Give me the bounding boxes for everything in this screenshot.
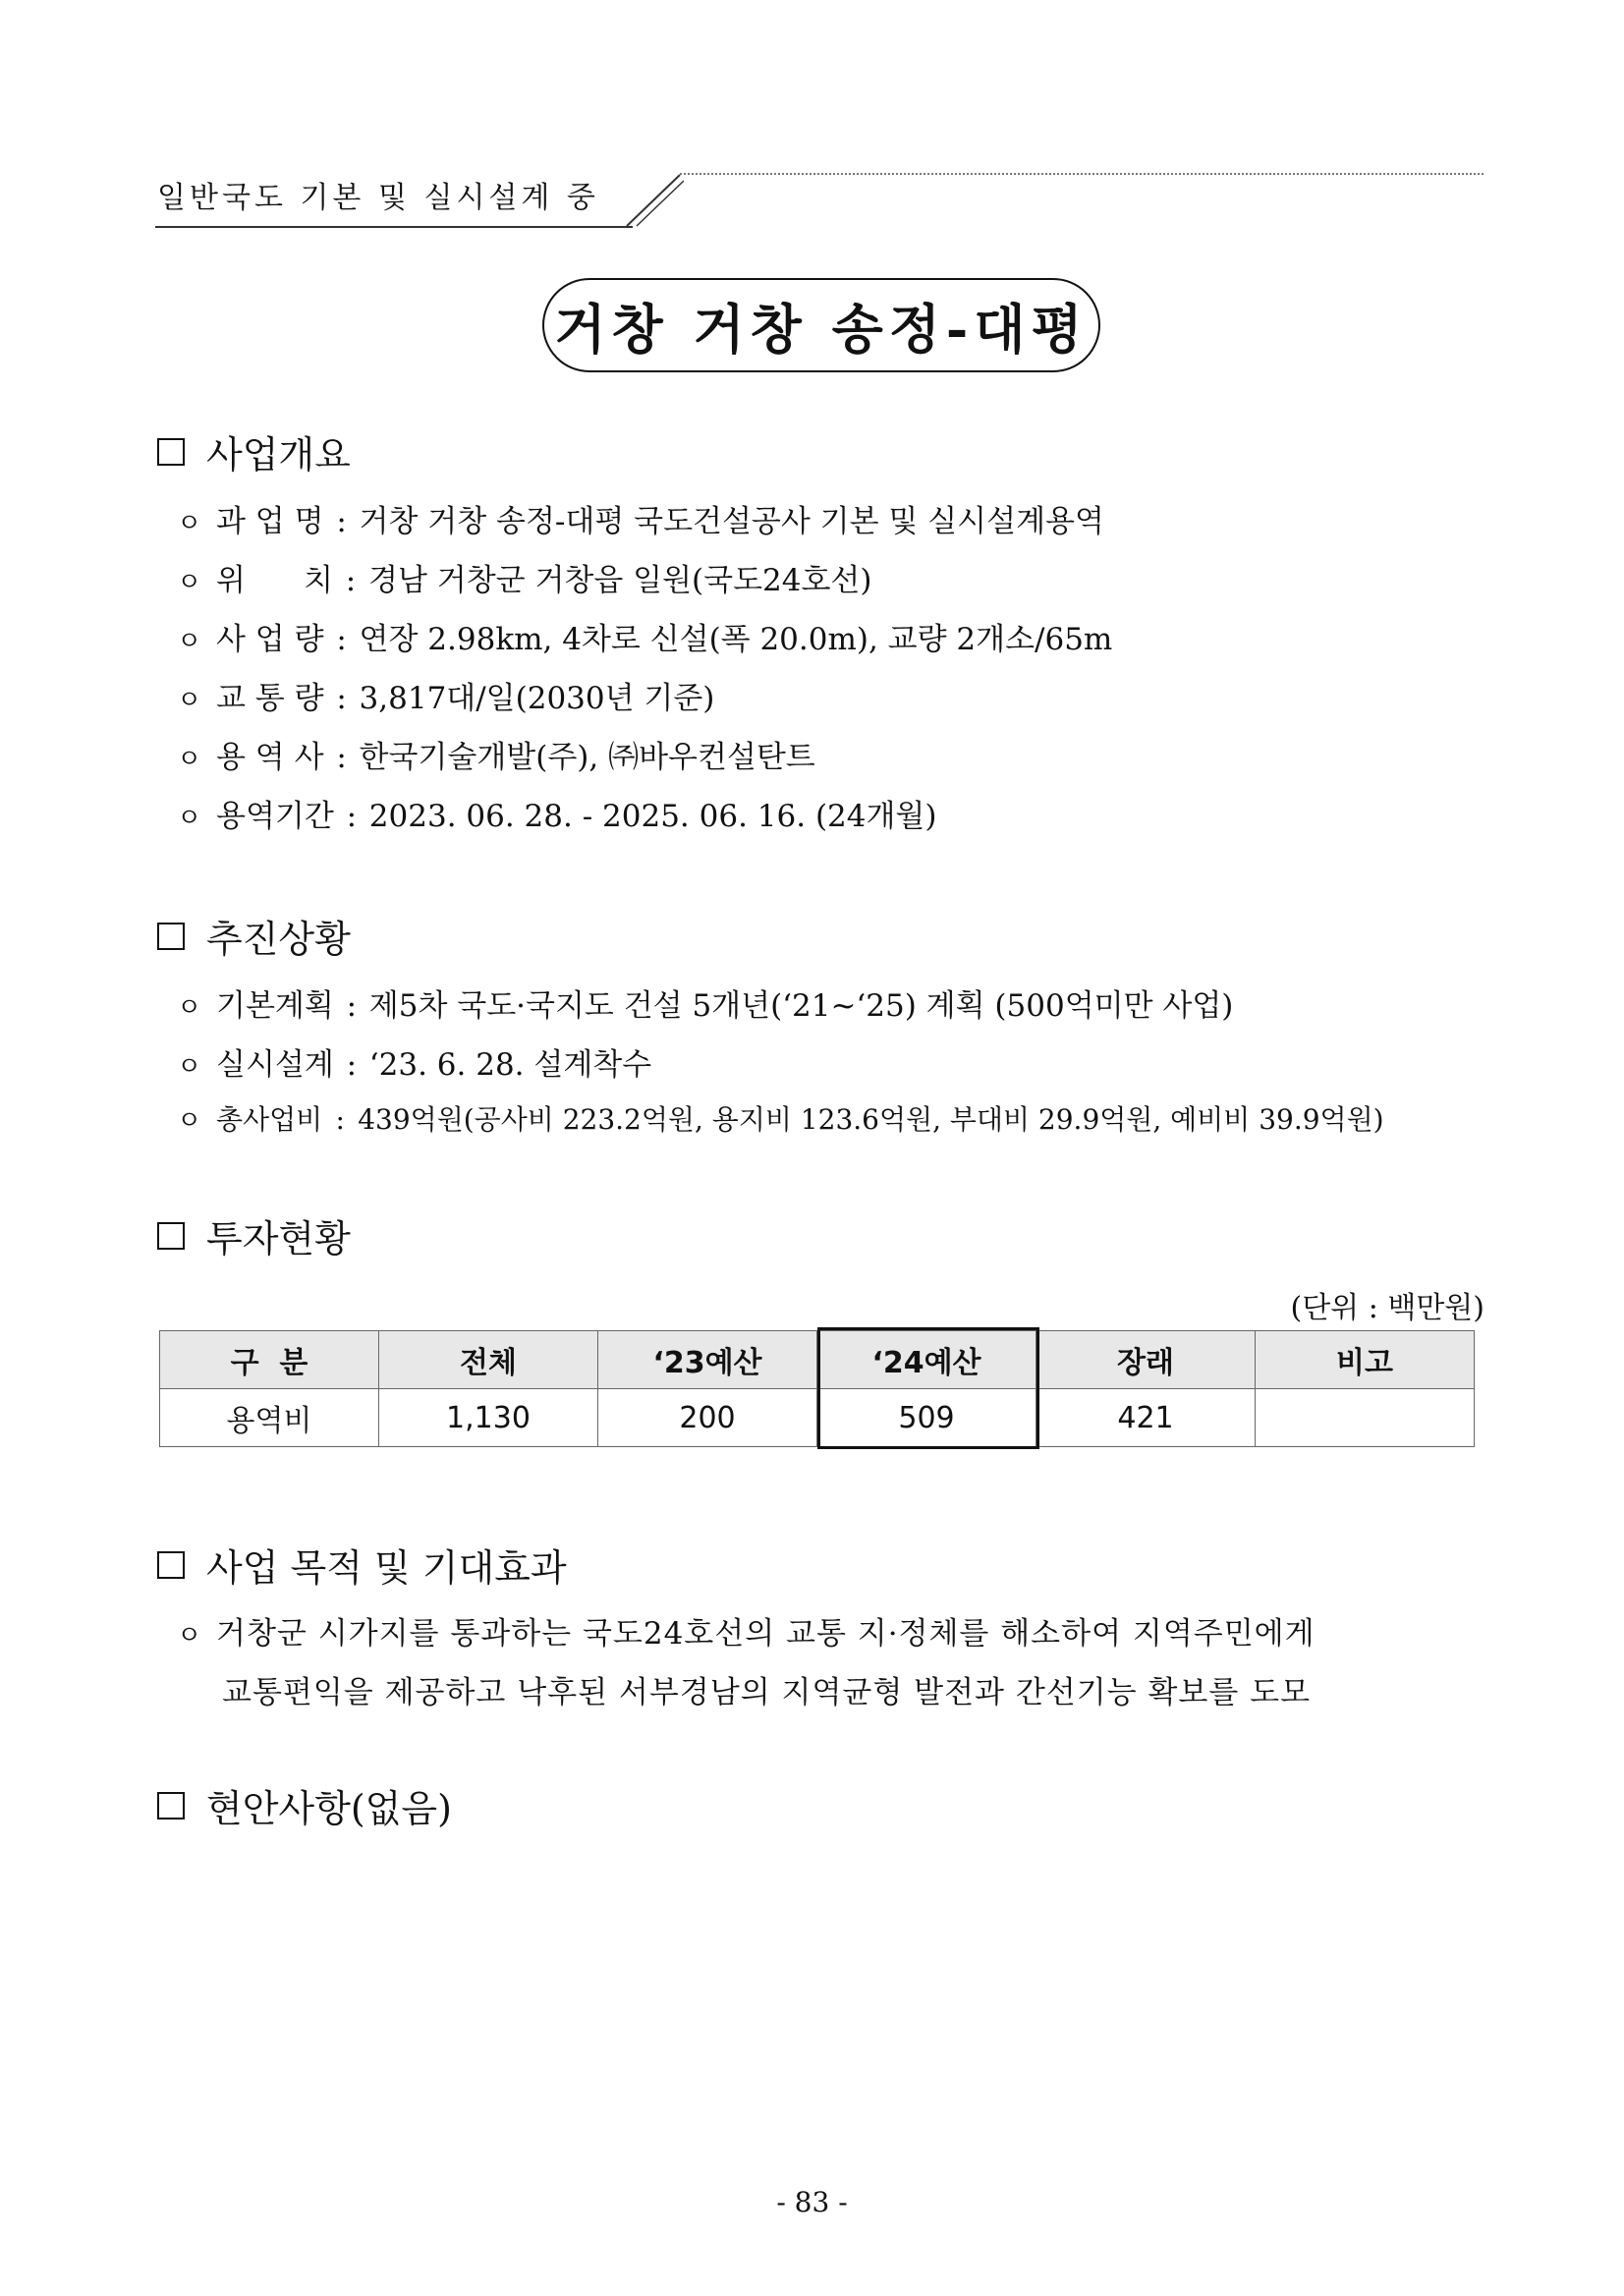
paragraph-line: 교통편익을 제공하고 낙후된 서부경남의 지역균형 발전과 간선기능 확보를 도모 bbox=[222, 1675, 1312, 1710]
item-separator: : bbox=[336, 504, 347, 539]
item-key: 교 통 량 bbox=[216, 681, 324, 716]
checkbox-square-icon bbox=[157, 438, 185, 466]
section-title: 현안사항(없음) bbox=[206, 1787, 452, 1830]
table-cell: 200 bbox=[598, 1389, 817, 1447]
list-item bbox=[177, 614, 1112, 658]
item-key: 기본계획 bbox=[216, 988, 334, 1024]
list-item bbox=[177, 732, 815, 776]
item-key: 용 역 사 bbox=[216, 740, 324, 775]
item-value: ‘23. 6. 28. 설계착수 bbox=[368, 1047, 652, 1083]
bullet-icon: ㅇ bbox=[177, 1621, 202, 1651]
list-item bbox=[177, 1039, 651, 1084]
checkbox-square-icon bbox=[157, 1222, 185, 1250]
list-item bbox=[177, 496, 1104, 540]
bullet-icon: ㅇ bbox=[177, 1052, 202, 1082]
table-cell: 509 bbox=[817, 1389, 1036, 1447]
bullet-icon: ㅇ bbox=[177, 1106, 202, 1136]
section-title: 투자현황 bbox=[206, 1217, 351, 1260]
header-label: 일반국도 기본 및 실시설계 중 bbox=[157, 181, 599, 215]
column-header: ‘23예산 bbox=[598, 1331, 817, 1389]
column-header: 전체 bbox=[379, 1331, 598, 1389]
table-cell bbox=[1256, 1389, 1475, 1447]
list-item bbox=[177, 791, 936, 835]
bullet-icon: ㅇ bbox=[177, 993, 202, 1023]
table-cell: 용역비 bbox=[160, 1389, 379, 1447]
item-value: 439억원(공사비 223.2억원, 용지비 123.6억원, 부대비 29.9억원, 예비비 39.9억원) bbox=[358, 1103, 1384, 1136]
item-value: 거창 거창 송정-대평 국도건설공사 기본 및 실시설계용역 bbox=[359, 504, 1104, 539]
item-key: 실시설계 bbox=[216, 1047, 334, 1083]
list-item bbox=[177, 673, 714, 717]
item-key: 위 치 bbox=[216, 563, 334, 598]
bullet-icon: ㅇ bbox=[177, 804, 202, 833]
column-header: 장래 bbox=[1036, 1331, 1256, 1389]
unit-label: (단위 : 백만원) bbox=[1290, 1291, 1484, 1325]
header-slash-divider bbox=[625, 173, 684, 228]
section-heading-overview bbox=[157, 424, 351, 478]
item-value: 제5차 국도·국지도 건설 5개년(‘21~‘25) 계획 (500억미만 사업) bbox=[368, 988, 1234, 1024]
item-separator: : bbox=[345, 563, 357, 598]
list-item bbox=[177, 980, 1233, 1025]
header-underline bbox=[155, 226, 633, 228]
section-heading-investment bbox=[157, 1208, 351, 1262]
bullet-icon: ㅇ bbox=[177, 686, 202, 715]
highlight-column-box bbox=[817, 1327, 1039, 1449]
section-title: 사업 목적 및 기대효과 bbox=[206, 1546, 567, 1590]
item-value: 경남 거창군 거창읍 일원(국도24호선) bbox=[368, 563, 872, 598]
table-cell: 421 bbox=[1036, 1389, 1256, 1447]
checkbox-square-icon bbox=[157, 923, 185, 950]
header-dotted-rule bbox=[680, 173, 1484, 175]
item-value: 연장 2.98km, 4차로 신설(폭 20.0m), 교량 2개소/65m bbox=[359, 622, 1113, 657]
bullet-icon: ㅇ bbox=[177, 627, 202, 656]
item-key: 과 업 명 bbox=[216, 504, 324, 539]
column-header: 구 분 bbox=[160, 1331, 379, 1389]
section-heading-progress bbox=[157, 909, 351, 963]
item-key: 총사업비 bbox=[216, 1103, 323, 1136]
section-title: 추진상황 bbox=[206, 918, 351, 961]
list-item bbox=[177, 1608, 1316, 1652]
checkbox-square-icon bbox=[157, 1792, 185, 1820]
item-value: 2023. 06. 28. - 2025. 06. 16. (24개월) bbox=[368, 799, 937, 834]
list-item bbox=[177, 555, 871, 599]
checkbox-square-icon bbox=[157, 1551, 185, 1579]
item-separator: : bbox=[336, 622, 347, 657]
column-header: 비고 bbox=[1256, 1331, 1475, 1389]
title-box bbox=[542, 278, 1100, 372]
page-title: 거창 거창 송정-대평 bbox=[554, 297, 1089, 361]
item-key: 용역기간 bbox=[216, 799, 334, 834]
section-title: 사업개요 bbox=[206, 433, 351, 476]
paragraph-line: 거창군 시가지를 통과하는 국도24호선의 교통 지·정체를 해소하여 지역주민에게 bbox=[216, 1616, 1316, 1652]
item-key: 사 업 량 bbox=[216, 622, 324, 657]
list-item bbox=[177, 1098, 1384, 1138]
item-value: 한국기술개발(주), ㈜바우컨설탄트 bbox=[359, 740, 815, 775]
bullet-icon: ㅇ bbox=[177, 745, 202, 774]
bullet-icon: ㅇ bbox=[177, 568, 202, 597]
item-separator: : bbox=[346, 988, 358, 1024]
item-value: 3,817대/일(2030년 기준) bbox=[359, 681, 715, 716]
item-separator: : bbox=[336, 740, 347, 775]
bullet-icon: ㅇ bbox=[177, 509, 202, 538]
column-header: ‘24예산 bbox=[817, 1331, 1036, 1389]
page-number: - 83 - bbox=[776, 2186, 848, 2218]
item-separator: : bbox=[335, 1103, 345, 1136]
table-cell: 1,130 bbox=[379, 1389, 598, 1447]
item-separator: : bbox=[346, 799, 358, 834]
section-heading-issues bbox=[157, 1778, 452, 1832]
item-separator: : bbox=[336, 681, 347, 716]
section-heading-purpose bbox=[157, 1538, 567, 1592]
item-separator: : bbox=[346, 1047, 358, 1083]
